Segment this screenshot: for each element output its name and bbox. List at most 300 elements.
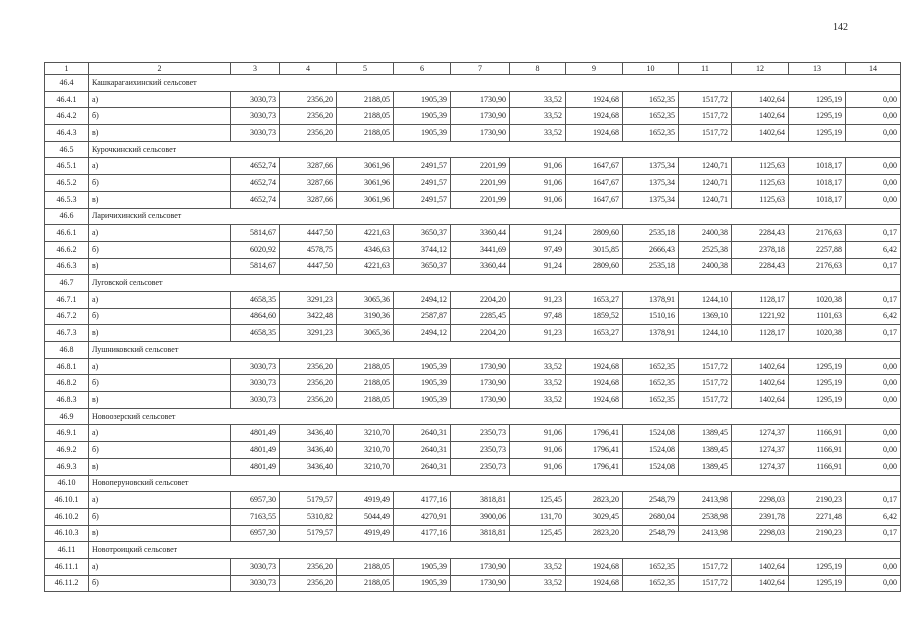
value-cell: 1402,64 (732, 558, 789, 575)
row-id: 46.6.1 (45, 225, 89, 242)
value-cell: 2356,20 (280, 558, 337, 575)
value-cell: 91,24 (510, 258, 566, 275)
value-cell: 1402,64 (732, 375, 789, 392)
column-header: 6 (394, 63, 451, 75)
value-cell: 2400,38 (679, 258, 732, 275)
value-cell: 0,00 (846, 392, 901, 409)
value-cell: 2494,12 (394, 291, 451, 308)
value-cell: 4578,75 (280, 241, 337, 258)
column-header: 7 (451, 63, 510, 75)
row-id: 46.4.1 (45, 91, 89, 108)
value-cell: 1402,64 (732, 575, 789, 592)
value-cell: 2809,60 (566, 225, 623, 242)
value-cell: 1517,72 (679, 91, 732, 108)
value-cell: 1924,68 (566, 575, 623, 592)
value-cell: 1730,90 (451, 375, 510, 392)
row-id: 46.8.1 (45, 358, 89, 375)
value-cell: 2413,98 (679, 492, 732, 509)
value-cell: 3015,85 (566, 241, 623, 258)
table-row (45, 91, 901, 108)
table-row (45, 291, 901, 308)
value-cell: 1653,27 (566, 325, 623, 342)
value-cell: 4221,63 (337, 258, 394, 275)
value-cell: 1221,92 (732, 308, 789, 325)
value-cell: 2491,57 (394, 175, 451, 192)
row-variant: б) (89, 575, 231, 592)
value-cell: 3287,66 (280, 191, 337, 208)
value-cell: 2413,98 (679, 525, 732, 542)
value-cell: 2356,20 (280, 575, 337, 592)
row-id: 46.6.3 (45, 258, 89, 275)
value-cell: 4177,16 (394, 525, 451, 542)
value-cell: 2666,43 (623, 241, 679, 258)
value-cell: 2176,63 (789, 258, 846, 275)
value-cell: 3029,45 (566, 508, 623, 525)
value-cell: 2640,31 (394, 458, 451, 475)
table-row (45, 225, 901, 242)
section-title: Ларичихинский сельсовет (89, 208, 901, 225)
value-cell: 3422,48 (280, 308, 337, 325)
table-body (45, 63, 901, 592)
value-cell: 2190,23 (789, 492, 846, 509)
value-cell: 1524,08 (623, 442, 679, 459)
value-cell: 3441,69 (451, 241, 510, 258)
value-cell: 1905,39 (394, 575, 451, 592)
value-cell: 1402,64 (732, 392, 789, 409)
value-cell: 1128,17 (732, 291, 789, 308)
value-cell: 2188,05 (337, 358, 394, 375)
value-cell: 2535,18 (623, 258, 679, 275)
value-cell: 3650,37 (394, 225, 451, 242)
value-cell: 0,00 (846, 175, 901, 192)
value-cell: 3065,36 (337, 325, 394, 342)
value-cell: 2204,20 (451, 325, 510, 342)
value-cell: 1295,19 (789, 358, 846, 375)
table-row (45, 508, 901, 525)
value-cell: 2640,31 (394, 425, 451, 442)
value-cell: 91,06 (510, 442, 566, 459)
value-cell: 1240,71 (679, 191, 732, 208)
value-cell: 1730,90 (451, 358, 510, 375)
row-id: 46.10.3 (45, 525, 89, 542)
section-id: 46.7 (45, 275, 89, 292)
value-cell: 2378,18 (732, 241, 789, 258)
row-id: 46.4.3 (45, 125, 89, 142)
value-cell: 4177,16 (394, 492, 451, 509)
value-cell: 4658,35 (231, 325, 280, 342)
value-cell: 3030,73 (231, 108, 280, 125)
column-header: 12 (732, 63, 789, 75)
value-cell: 1295,19 (789, 125, 846, 142)
value-cell: 1402,64 (732, 108, 789, 125)
value-cell: 1647,67 (566, 191, 623, 208)
value-cell: 3030,73 (231, 575, 280, 592)
value-cell: 1517,72 (679, 558, 732, 575)
value-cell: 4221,63 (337, 225, 394, 242)
value-cell: 1652,35 (623, 375, 679, 392)
value-cell: 1402,64 (732, 358, 789, 375)
row-variant: б) (89, 375, 231, 392)
value-cell: 1924,68 (566, 392, 623, 409)
value-cell: 3818,81 (451, 525, 510, 542)
table-row (45, 241, 901, 258)
value-cell: 3360,44 (451, 225, 510, 242)
table-row (45, 108, 901, 125)
value-cell: 1796,41 (566, 442, 623, 459)
value-cell: 3291,23 (280, 325, 337, 342)
value-cell: 1905,39 (394, 558, 451, 575)
section-title: Лушниковский сельсовет (89, 342, 901, 359)
value-cell: 3436,40 (280, 425, 337, 442)
value-cell: 125,45 (510, 492, 566, 509)
row-variant: в) (89, 458, 231, 475)
section-row (45, 275, 901, 292)
value-cell: 0,17 (846, 525, 901, 542)
value-cell: 1166,91 (789, 458, 846, 475)
value-cell: 1647,67 (566, 158, 623, 175)
value-cell: 1730,90 (451, 558, 510, 575)
value-cell: 1402,64 (732, 91, 789, 108)
value-cell: 1652,35 (623, 358, 679, 375)
row-variant: в) (89, 125, 231, 142)
value-cell: 1524,08 (623, 425, 679, 442)
value-cell: 1517,72 (679, 375, 732, 392)
value-cell: 2535,18 (623, 225, 679, 242)
value-cell: 0,00 (846, 108, 901, 125)
value-cell: 0,00 (846, 442, 901, 459)
value-cell: 1375,34 (623, 191, 679, 208)
row-id: 46.9.3 (45, 458, 89, 475)
value-cell: 1125,63 (732, 191, 789, 208)
value-cell: 1166,91 (789, 425, 846, 442)
value-cell: 4801,49 (231, 425, 280, 442)
table-row (45, 425, 901, 442)
value-cell: 0,17 (846, 492, 901, 509)
row-variant: а) (89, 291, 231, 308)
value-cell: 3818,81 (451, 492, 510, 509)
value-cell: 3030,73 (231, 375, 280, 392)
value-cell: 1905,39 (394, 91, 451, 108)
row-variant: в) (89, 392, 231, 409)
value-cell: 1730,90 (451, 575, 510, 592)
row-variant: а) (89, 558, 231, 575)
row-variant: б) (89, 108, 231, 125)
value-cell: 2285,45 (451, 308, 510, 325)
value-cell: 91,06 (510, 458, 566, 475)
value-cell: 2176,63 (789, 225, 846, 242)
value-cell: 2356,20 (280, 108, 337, 125)
value-cell: 1517,72 (679, 125, 732, 142)
value-cell: 1125,63 (732, 158, 789, 175)
value-cell: 1652,35 (623, 575, 679, 592)
value-cell: 3436,40 (280, 442, 337, 459)
value-cell: 1652,35 (623, 392, 679, 409)
header-row (45, 63, 901, 75)
value-cell: 1924,68 (566, 558, 623, 575)
value-cell: 4447,50 (280, 258, 337, 275)
value-cell: 2201,99 (451, 175, 510, 192)
value-cell: 1389,45 (679, 458, 732, 475)
value-cell: 4652,74 (231, 175, 280, 192)
value-cell: 0,00 (846, 558, 901, 575)
row-id: 46.8.3 (45, 392, 89, 409)
value-cell: 4652,74 (231, 158, 280, 175)
value-cell: 4346,63 (337, 241, 394, 258)
value-cell: 2823,20 (566, 525, 623, 542)
value-cell: 3030,73 (231, 392, 280, 409)
row-variant: в) (89, 258, 231, 275)
value-cell: 4447,50 (280, 225, 337, 242)
value-cell: 1796,41 (566, 458, 623, 475)
value-cell: 1653,27 (566, 291, 623, 308)
value-cell: 3900,06 (451, 508, 510, 525)
value-cell: 1652,35 (623, 125, 679, 142)
value-cell: 3360,44 (451, 258, 510, 275)
value-cell: 2257,88 (789, 241, 846, 258)
value-cell: 33,52 (510, 125, 566, 142)
value-cell: 0,00 (846, 125, 901, 142)
section-id: 46.10 (45, 475, 89, 492)
value-cell: 1924,68 (566, 125, 623, 142)
value-cell: 131,70 (510, 508, 566, 525)
row-id: 46.4.2 (45, 108, 89, 125)
value-cell: 2350,73 (451, 442, 510, 459)
value-cell: 1274,37 (732, 425, 789, 442)
value-cell: 33,52 (510, 108, 566, 125)
column-header: 4 (280, 63, 337, 75)
table-row (45, 558, 901, 575)
value-cell: 1730,90 (451, 392, 510, 409)
value-cell: 1375,34 (623, 175, 679, 192)
value-cell: 2587,87 (394, 308, 451, 325)
section-row (45, 141, 901, 158)
value-cell: 5179,57 (280, 525, 337, 542)
value-cell: 1378,91 (623, 325, 679, 342)
value-cell: 1796,41 (566, 425, 623, 442)
table-row (45, 575, 901, 592)
value-cell: 2491,57 (394, 191, 451, 208)
value-cell: 2284,43 (732, 225, 789, 242)
section-row (45, 75, 901, 92)
value-cell: 1018,17 (789, 191, 846, 208)
row-id: 46.9.1 (45, 425, 89, 442)
value-cell: 0,00 (846, 358, 901, 375)
value-cell: 3287,66 (280, 175, 337, 192)
value-cell: 0,17 (846, 325, 901, 342)
table-row (45, 442, 901, 459)
value-cell: 2271,48 (789, 508, 846, 525)
value-cell: 3744,12 (394, 241, 451, 258)
value-cell: 1295,19 (789, 91, 846, 108)
row-variant: б) (89, 308, 231, 325)
value-cell: 1018,17 (789, 175, 846, 192)
value-cell: 1652,35 (623, 91, 679, 108)
value-cell: 6957,30 (231, 492, 280, 509)
value-cell: 1378,91 (623, 291, 679, 308)
section-id: 46.5 (45, 141, 89, 158)
table-row (45, 258, 901, 275)
section-id: 46.8 (45, 342, 89, 359)
row-variant: а) (89, 225, 231, 242)
value-cell: 2823,20 (566, 492, 623, 509)
section-row (45, 208, 901, 225)
section-id: 46.9 (45, 408, 89, 425)
value-cell: 2356,20 (280, 358, 337, 375)
value-cell: 33,52 (510, 558, 566, 575)
value-cell: 91,23 (510, 291, 566, 308)
value-cell: 2391,78 (732, 508, 789, 525)
value-cell: 33,52 (510, 392, 566, 409)
value-cell: 1274,37 (732, 442, 789, 459)
value-cell: 0,17 (846, 258, 901, 275)
value-cell: 0,00 (846, 425, 901, 442)
value-cell: 1905,39 (394, 125, 451, 142)
value-cell: 1244,10 (679, 325, 732, 342)
value-cell: 5814,67 (231, 225, 280, 242)
value-cell: 2188,05 (337, 125, 394, 142)
value-cell: 1389,45 (679, 425, 732, 442)
value-cell: 4919,49 (337, 492, 394, 509)
value-cell: 2201,99 (451, 191, 510, 208)
row-id: 46.5.2 (45, 175, 89, 192)
value-cell: 4270,91 (394, 508, 451, 525)
row-variant: б) (89, 241, 231, 258)
value-cell: 4652,74 (231, 191, 280, 208)
row-variant: а) (89, 492, 231, 509)
value-cell: 6020,92 (231, 241, 280, 258)
table-row (45, 125, 901, 142)
value-cell: 2494,12 (394, 325, 451, 342)
row-id: 46.10.1 (45, 492, 89, 509)
value-cell: 0,00 (846, 375, 901, 392)
value-cell: 1101,63 (789, 308, 846, 325)
value-cell: 1510,16 (623, 308, 679, 325)
value-cell: 3210,70 (337, 458, 394, 475)
value-cell: 1730,90 (451, 108, 510, 125)
column-header: 8 (510, 63, 566, 75)
value-cell: 2356,20 (280, 91, 337, 108)
value-cell: 1240,71 (679, 158, 732, 175)
value-cell: 2356,20 (280, 125, 337, 142)
section-row (45, 408, 901, 425)
table-row (45, 375, 901, 392)
row-id: 46.8.2 (45, 375, 89, 392)
section-id: 46.6 (45, 208, 89, 225)
value-cell: 3030,73 (231, 125, 280, 142)
value-cell: 2548,79 (623, 525, 679, 542)
value-cell: 5179,57 (280, 492, 337, 509)
value-cell: 6,42 (846, 241, 901, 258)
table-row (45, 525, 901, 542)
value-cell: 4801,49 (231, 442, 280, 459)
value-cell: 0,00 (846, 458, 901, 475)
section-id: 46.4 (45, 75, 89, 92)
row-variant: в) (89, 191, 231, 208)
value-cell: 1905,39 (394, 392, 451, 409)
value-cell: 2525,38 (679, 241, 732, 258)
table-row (45, 492, 901, 509)
value-cell: 125,45 (510, 525, 566, 542)
value-cell: 2190,23 (789, 525, 846, 542)
value-cell: 4658,35 (231, 291, 280, 308)
value-cell: 3190,36 (337, 308, 394, 325)
value-cell: 1859,52 (566, 308, 623, 325)
value-cell: 1389,45 (679, 442, 732, 459)
column-header: 3 (231, 63, 280, 75)
value-cell: 91,06 (510, 191, 566, 208)
row-variant: а) (89, 158, 231, 175)
column-header: 5 (337, 63, 394, 75)
value-cell: 1295,19 (789, 392, 846, 409)
value-cell: 3030,73 (231, 358, 280, 375)
value-cell: 1369,10 (679, 308, 732, 325)
value-cell: 1125,63 (732, 175, 789, 192)
row-variant: б) (89, 175, 231, 192)
value-cell: 3065,36 (337, 291, 394, 308)
value-cell: 1375,34 (623, 158, 679, 175)
page-number: 142 (833, 22, 848, 33)
row-id: 46.9.2 (45, 442, 89, 459)
value-cell: 91,06 (510, 175, 566, 192)
column-header: 11 (679, 63, 732, 75)
value-cell: 5310,82 (280, 508, 337, 525)
value-cell: 2298,03 (732, 492, 789, 509)
value-cell: 2298,03 (732, 525, 789, 542)
value-cell: 2350,73 (451, 458, 510, 475)
value-cell: 1647,67 (566, 175, 623, 192)
value-cell: 1905,39 (394, 375, 451, 392)
row-id: 46.10.2 (45, 508, 89, 525)
row-id: 46.5.3 (45, 191, 89, 208)
section-row (45, 342, 901, 359)
section-title: Луговской сельсовет (89, 275, 901, 292)
value-cell: 2538,98 (679, 508, 732, 525)
value-cell: 33,52 (510, 375, 566, 392)
value-cell: 3210,70 (337, 425, 394, 442)
value-cell: 1924,68 (566, 358, 623, 375)
value-cell: 2548,79 (623, 492, 679, 509)
row-id: 46.7.3 (45, 325, 89, 342)
table-row (45, 158, 901, 175)
value-cell: 1517,72 (679, 392, 732, 409)
value-cell: 0,17 (846, 225, 901, 242)
value-cell: 1905,39 (394, 358, 451, 375)
table-row (45, 308, 901, 325)
value-cell: 2356,20 (280, 392, 337, 409)
value-cell: 1020,38 (789, 325, 846, 342)
section-row (45, 542, 901, 559)
row-variant: а) (89, 358, 231, 375)
value-cell: 2400,38 (679, 225, 732, 242)
column-header: 10 (623, 63, 679, 75)
value-cell: 1924,68 (566, 375, 623, 392)
value-cell: 3650,37 (394, 258, 451, 275)
value-cell: 1517,72 (679, 575, 732, 592)
section-title: Новоперуновский сельсовет (89, 475, 901, 492)
table-row (45, 325, 901, 342)
section-title: Кашкарагаихинский сельсовет (89, 75, 901, 92)
section-title: Курочкинский сельсовет (89, 141, 901, 158)
value-cell: 7163,55 (231, 508, 280, 525)
value-cell: 4919,49 (337, 525, 394, 542)
row-id: 46.11.2 (45, 575, 89, 592)
row-id: 46.6.2 (45, 241, 89, 258)
value-cell: 2188,05 (337, 558, 394, 575)
value-cell: 1905,39 (394, 108, 451, 125)
row-id: 46.11.1 (45, 558, 89, 575)
value-cell: 2188,05 (337, 108, 394, 125)
value-cell: 3030,73 (231, 91, 280, 108)
